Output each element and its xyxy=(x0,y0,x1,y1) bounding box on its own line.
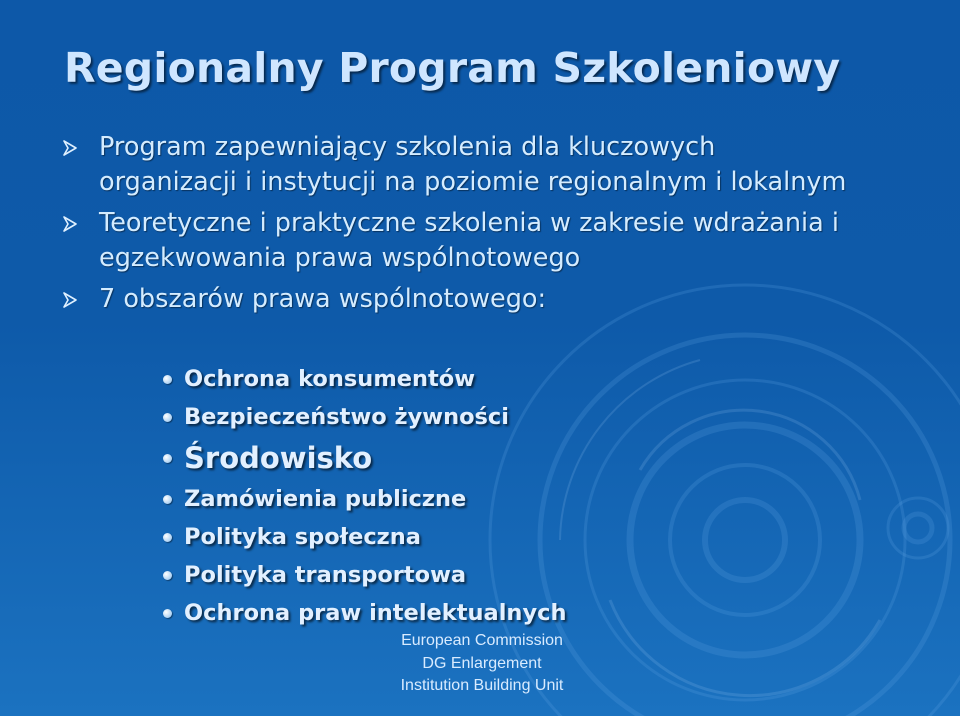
footer-line-1: European Commission xyxy=(401,632,563,649)
sub-bullet-text: Bezpieczeństwo żywności xyxy=(184,404,509,430)
list-item xyxy=(160,360,566,398)
list-item xyxy=(160,398,566,436)
sub-bullet-text: Ochrona praw intelektualnych xyxy=(184,600,567,626)
dot-icon xyxy=(163,571,172,580)
list-item xyxy=(160,594,566,632)
sub-bullet-list xyxy=(160,360,566,632)
dot-icon xyxy=(163,375,172,384)
footer-line-3: Institution Building Unit xyxy=(400,677,564,694)
sub-bullet-text: Ochrona konsumentów xyxy=(184,366,476,392)
sub-bullet-text: Polityka społeczna xyxy=(184,524,421,550)
footer xyxy=(382,630,582,698)
dot-icon xyxy=(163,609,172,618)
bullet-text: Teoretyczne i praktyczne szkolenia w zakresie wdrażania i egzekwowania prawa wspólnotowego xyxy=(99,208,839,273)
arrow-right-icon xyxy=(62,292,78,308)
page-title: Regionalny Program Szkoleniowy xyxy=(64,44,841,92)
list-item xyxy=(62,206,852,276)
dot-icon xyxy=(163,495,172,504)
list-item xyxy=(62,130,852,200)
dot-icon xyxy=(163,533,172,542)
list-item xyxy=(160,518,566,556)
list-item xyxy=(160,436,566,480)
footer-line-2: DG Enlargement xyxy=(422,654,542,672)
bullet-text: Program zapewniający szkolenia dla kluczowych organizacji i instytucji na poziomie regionalnym i lokalnym xyxy=(99,132,847,197)
list-item xyxy=(160,556,566,594)
sub-bullet-text: Polityka transportowa xyxy=(184,562,467,588)
bullet-text: 7 obszarów prawa wspólnotowego: xyxy=(99,284,547,314)
dot-icon xyxy=(163,413,172,422)
list-item xyxy=(62,282,852,317)
sub-bullet-text: Środowisko xyxy=(184,441,373,475)
arrow-right-icon xyxy=(62,216,78,232)
list-item xyxy=(160,480,566,518)
arrow-right-icon xyxy=(62,140,78,156)
dot-icon xyxy=(163,454,172,463)
sub-bullet-text: Zamówienia publiczne xyxy=(184,486,467,512)
main-bullet-list xyxy=(62,130,852,323)
